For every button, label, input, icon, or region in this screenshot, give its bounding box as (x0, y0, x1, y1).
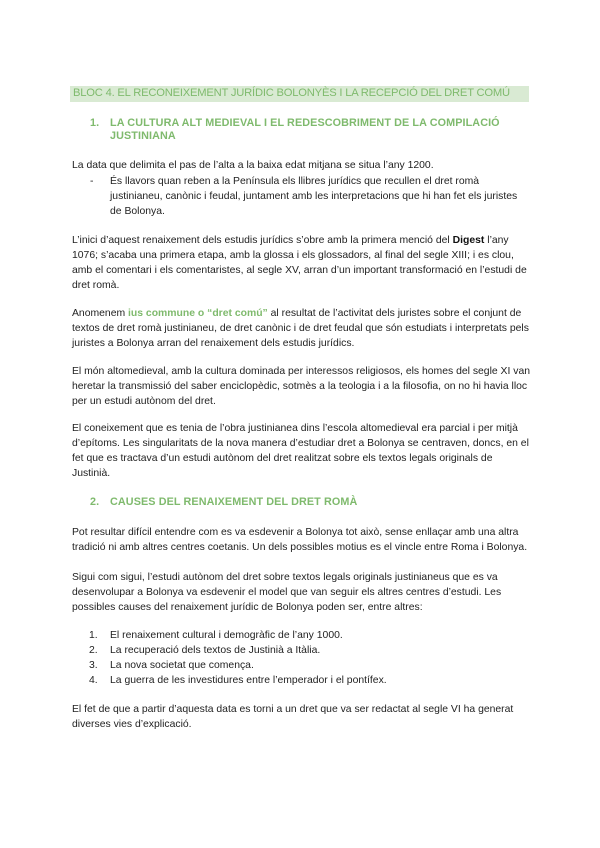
list-item (72, 658, 532, 673)
bullet-dash: - (90, 176, 94, 187)
section-2-number: 2. (90, 496, 100, 508)
section-1-paragraph-2 (72, 233, 532, 293)
document-title: BLOC 4. EL RECONEIXEMENT JURÍDIC BOLONYÈS I LA RECEPCIÓ DEL DRET COMÚ (70, 86, 529, 102)
list-number: 3. (89, 660, 98, 672)
list-item (72, 643, 532, 658)
section-1-paragraph-1: La data que delimita el pas de l’alta a la baixa edat mitjana se situa l’any 1200. (72, 160, 434, 171)
section-1-paragraph-4: El món altomedieval, amb la cultura dominada per interessos religiosos, els homes del segle XI van heretar la transmissió del saber enciclopèdic, sotmès a la teologia i a la filosofia, on no hi havia lloc per un estudi autònom del dret. (72, 366, 530, 408)
section-1-paragraph-5: El coneixement que es tenia de l’obra justinianea dins l’escola altomedieval era parcial i per mitjà d’epítoms. Les singularitats de la nova manera d’estudiar dret a Bolonya se centraven, doncs, en el fet que es tractava d’un estudi autònom del dret realitzat sobre els textos legals originals de Justinià. (72, 423, 529, 480)
list-text: La nova societat que comença. (110, 660, 254, 672)
section-1-title: LA CULTURA ALT MEDIEVAL I EL REDESCOBRIMENT DE LA COMPILACIÓ JUSTINIANA (110, 117, 500, 142)
section-2-title: CAUSES DEL RENAIXEMENT DEL DRET ROMÀ (110, 496, 358, 508)
list-item (72, 673, 532, 688)
section-2-paragraph-2: Sigui com sigui, l’estudi autònom del dret sobre textos legals originals justinianeus que es va desenvolupar a Bolonya va esdevenir el model que van seguir els altres centres d’estudi. Les possibles causes del renaixement jurídic de Bolonya poden ser, entre altres: (72, 572, 502, 614)
section-1-bullet (72, 174, 532, 220)
section-2-paragraph-1: Pot resultar difícil entendre com es va esdevenir a Bolonya tot això, sense enllaçar amb una altra tradició ni amb altres centres coetanis. Un dels possibles motius es el vincle entre Roma i Bolonya. (72, 527, 528, 554)
list-text: La recuperació dels textos de Justinià a Itàlia. (110, 645, 321, 657)
p2-text-before: L’inici d’aquest renaixement dels estudis jurídics s’obre amb la primera menció del (72, 235, 453, 246)
digest-term: Digest (452, 235, 485, 246)
bullet-text: És llavors quan reben a la Península els llibres jurídics que recullen el dret romà justinianeu, canònic i feudal, juntament amb les interpretacions que hi han fet els juristes de Bolonya. (110, 176, 518, 218)
p3-text-before: Anomenem (72, 308, 129, 319)
section-2-paragraph-3: El fet de que a partir d’aquesta data es torni a un dret que va ser redactat al segle VI ha generat diverses vies d’explicació. (72, 704, 514, 731)
section-2-heading (90, 496, 530, 511)
section-1-heading (90, 117, 530, 147)
list-number: 4. (89, 675, 98, 687)
p3-text-after: al resultat de l’activitat dels juristes sobre el conjunt de textos de dret romà justinianeu, de dret canònic i de dret feudal que són estudiats i interpretats pels juristes a Bolonya arran del renaixement dels estudis jurídics. (72, 308, 529, 350)
ius-commune-term: ius commune o “dret comú” (128, 308, 268, 319)
p2-text-after: l’any 1076; s’acaba una primera etapa, amb la glossa i els glossadors, al final del segle XIII; i es clou, amb el comentari i els comentaristes, al segle XV, arran d’un important transformació en l’estudi de dret romà. (72, 235, 527, 292)
list-number: 2. (89, 645, 98, 657)
list-number: 1. (89, 630, 98, 641)
section-1-paragraph-3 (72, 306, 532, 351)
list-text: El renaixement cultural i demogràfic de l’any 1000. (110, 630, 343, 641)
list-item (72, 628, 532, 643)
list-text: La guerra de les investidures entre l’emperador i el pontífex. (110, 675, 387, 687)
causes-list (72, 628, 532, 688)
section-1-number: 1. (90, 117, 100, 129)
